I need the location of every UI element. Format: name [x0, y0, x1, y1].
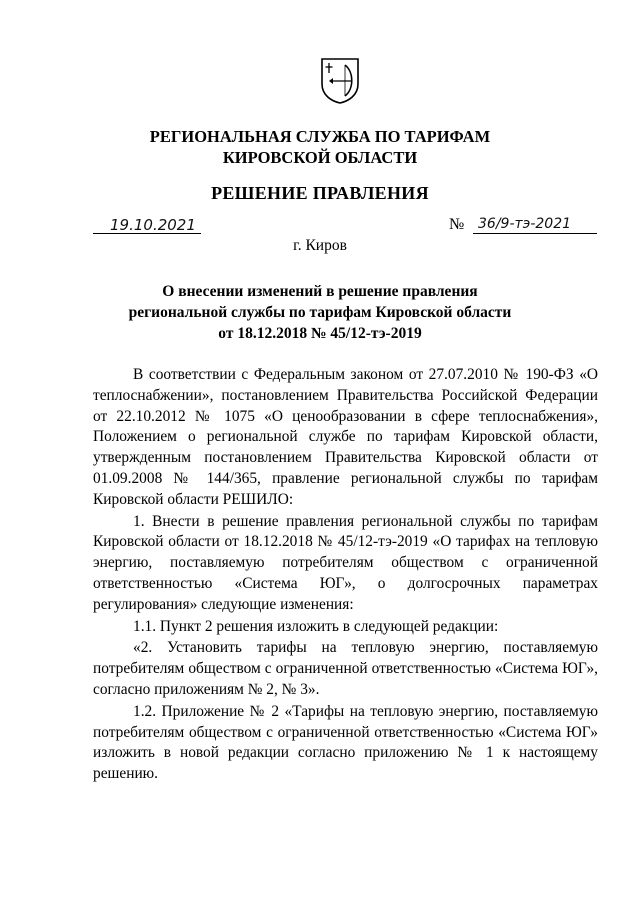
body-paragraph-item-1-2: 1.2. Приложение № 2 «Тарифы на тепловую энергию, поставляемую потребителям обществом с ограниченной ответственностью «Система ЮГ» изложить в новой редакции согласно приложению № 1 к настоящему решению.: [93, 702, 598, 783]
body-paragraph-item-1: 1. Внести в решение правления региональной службы по тарифам Кировской области от 18.12.2018 № 45/12-тэ-2019 «О тарифах на тепловую энергию, поставляемую потребителям обществом с ограниченной ответственностью «Система ЮГ», о долгосрочных параметрах регулирования» следующие изменения:: [93, 512, 598, 613]
body-paragraph-quote: «2. Установить тарифы на тепловую энергию, поставляемую потребителям обществом с ограниченной ответственностью «Система ЮГ», согласно приложениям № 2, № 3».: [93, 639, 598, 698]
body-paragraph-item-1-1: 1.1. Пункт 2 решения изложить в следующей редакции:: [133, 617, 499, 635]
kirov-coat-of-arms-icon: [319, 56, 361, 104]
organization-name-line2: КИРОВСКОЙ ОБЛАСТИ: [222, 148, 418, 167]
organization-name-line1: РЕГИОНАЛЬНАЯ СЛУЖБА ПО ТАРИФАМ: [149, 127, 491, 146]
body-paragraph-preamble: В соответствии с Федеральным законом от 27.07.2010 № 190-ФЗ «О теплоснабжении», постановлением Правительства Российской Федерации от 22.10.2012 № 1075 «О ценообразовании в сфере теплоснабжения», Положением о региональной службе по тарифам Кировской области, утвержденным постановлением Правительства Кировской области от 01.09.2008 № 144/365, правление региональной службы по тарифам Кировской области РЕШИЛО:: [93, 366, 598, 508]
document-body: [93, 365, 598, 785]
document-title: РЕШЕНИЕ ПРАВЛЕНИЯ: [211, 183, 429, 203]
document-subject: [0, 281, 640, 344]
subject-line1: О внесении изменений в решение правления: [162, 283, 478, 300]
subject-line3: от 18.12.2018 № 45/12-тэ-2019: [218, 325, 422, 342]
subject-line2: региональной службы по тарифам Кировской области: [128, 304, 512, 321]
city: г. Киров: [293, 237, 347, 254]
number-sign: №: [449, 216, 465, 233]
document-date: 19.10.2021: [110, 216, 196, 234]
document-number: 36/9-тэ-2021: [478, 216, 572, 232]
